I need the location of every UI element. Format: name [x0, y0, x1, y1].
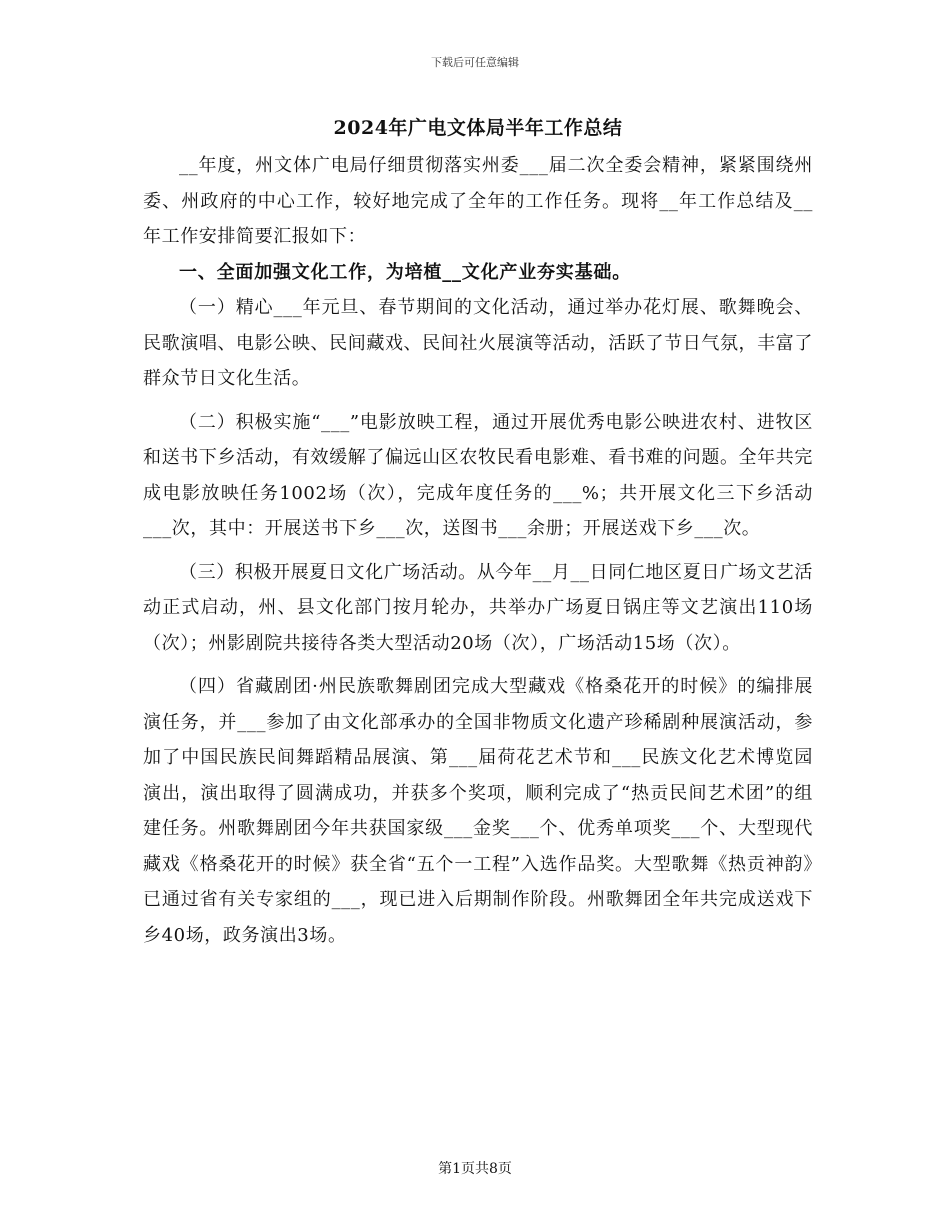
- paragraph-item-3: （三）积极开展夏日文化广场活动。从今年__月__日同仁地区夏日广场文艺活动正式启动，州、县文化部门按月轮办，共举办广场夏日锅庄等文艺演出110场（次）；州影剧院共接待各类大型活动20场（次），广场活动15场（次）。: [143, 561, 813, 654]
- document-title: 2024年广电文体局半年工作总结: [333, 117, 623, 139]
- paragraph-intro: __年度，州文体广电局仔细贯彻落实州委___届二次全委会精神，紧紧围绕州委、州政府的中心工作，较好地完成了全年的工作任务。现将__年工作总结及__年工作安排简要汇报如下：: [143, 155, 813, 247]
- header-note: 下载后可任意编辑: [431, 56, 519, 69]
- paragraph-item-1: （一）精心___年元旦、春节期间的文化活动，通过举办花灯展、歌舞晚会、民歌演唱、电影公映、民间藏戏、民间社火展演等活动，活跃了节日气氛，丰富了群众节日文化生活。: [143, 297, 813, 389]
- paragraph-item-4: （四）省藏剧团·州民族歌舞剧团完成大型藏戏《格桑花开的时候》的编排展演任务，并___参加了由文化部承办的全国非物质文化遗产珍稀剧种展演活动，参加了中国民族民间舞蹈精品展演、第___届荷花艺术节和___民族文化艺术博览园演出，演出取得了圆满成功，并获多个奖项，顺利完成了“热贡民间艺术团”的组建任务。州歌舞剧团今年共获国家级___金奖___个、优秀单项奖___个、大型现代藏戏《格桑花开的时候》获全省“五个一工程”入选作品奖。大型歌舞《热贡神韵》已通过省有关专家组的___，现已进入后期制作阶段。州歌舞团全年共完成送戏下乡40场，政务演出3场。: [143, 676, 813, 946]
- page-indicator: 第1页共8页: [438, 1161, 512, 1177]
- paragraph-item-2: （二）积极实施“___”电影放映工程，通过开展优秀电影公映进农村、进牧区和送书下乡活动，有效缓解了偏远山区农牧民看电影难、看书难的问题。全年共完成电影放映任务1002场（次），完成年度任务的___%；共开展文化三下乡活动___次，其中：开展送书下乡___次，送图书___余册；开展送戏下乡___次。: [143, 411, 813, 539]
- document-body: [143, 112, 813, 953]
- section-heading-1: 一、全面加强文化工作，为培植__文化产业夯实基础。: [179, 261, 631, 283]
